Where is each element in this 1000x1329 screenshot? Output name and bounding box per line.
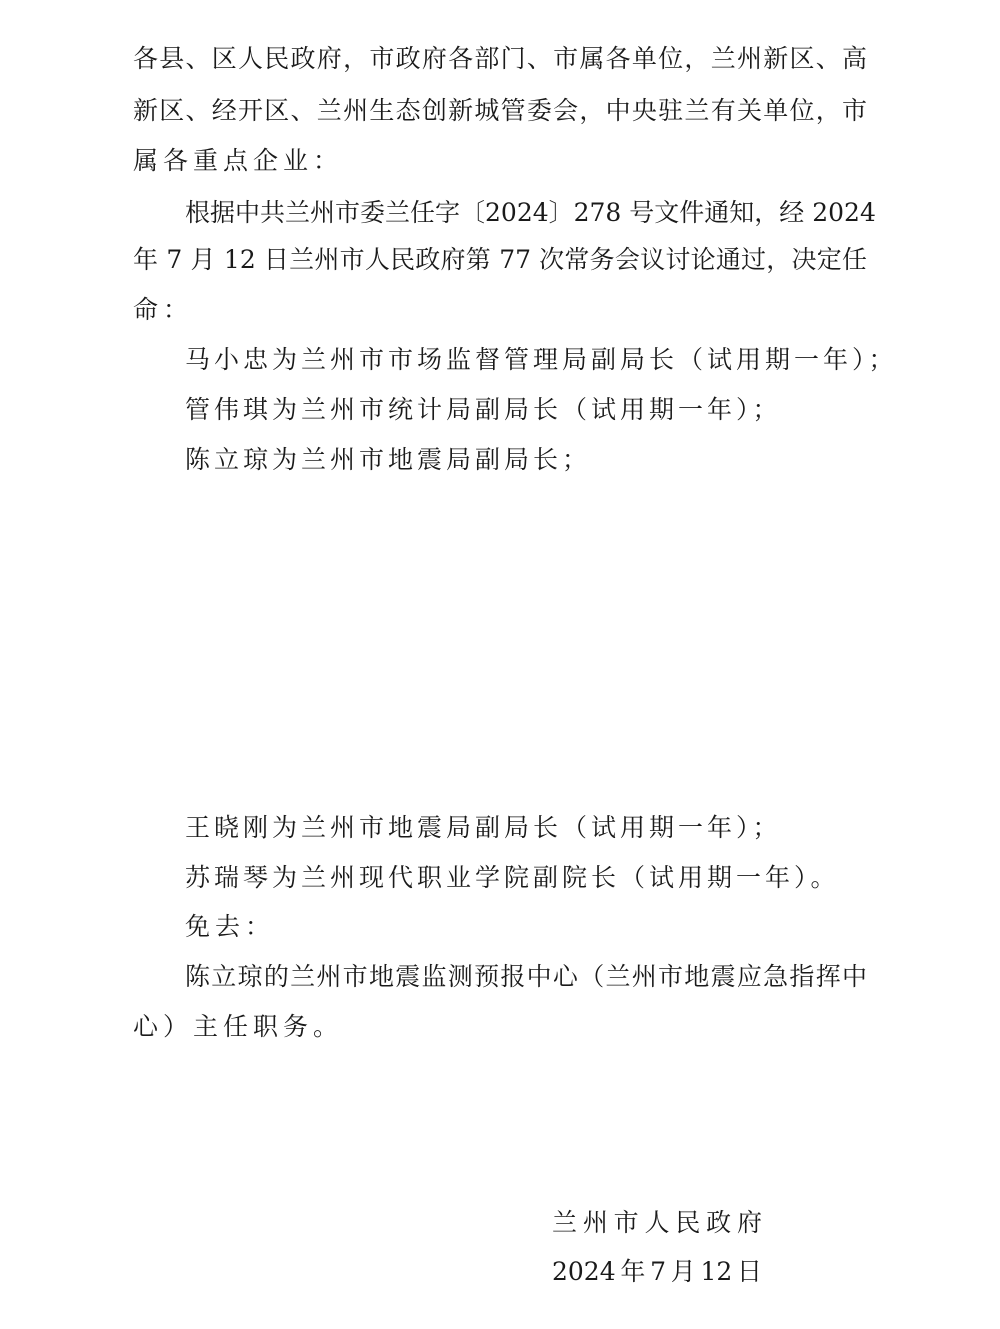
- appointment-item-1: 马小忠为兰州市市场监督管理局副局长（试用期一年）；: [185, 345, 898, 374]
- addressee-line-3: 属各重点企业：: [133, 146, 344, 175]
- intro-line-1: 根据中共兰州市委兰任字〔2024〕278 号文件通知，经 2024: [185, 198, 876, 227]
- intro-line-3: 命：: [133, 295, 194, 324]
- addressee-line-2: 新区、经开区、兰州生态创新城管委会，中央驻兰有关单位，市: [133, 96, 867, 125]
- appointment-item-5: 苏瑞琴为兰州现代职业学院副院长（试用期一年）。: [185, 863, 840, 892]
- issue-date: 2024年7月12日: [552, 1257, 762, 1286]
- appointment-item-2: 管伟琪为兰州市统计局副局长（试用期一年）；: [185, 395, 782, 424]
- addressee-line-1: 各县、区人民政府，市政府各部门、市属各单位，兰州新区、高: [133, 44, 867, 73]
- appointment-item-3: 陈立琼为兰州市地震局副局长；: [185, 445, 592, 474]
- appointment-item-4: 王晓刚为兰州市地震局副局长（试用期一年）；: [185, 813, 782, 842]
- issuer-signature: 兰州市人民政府: [552, 1208, 762, 1237]
- intro-line-2: 年 7 月 12 日兰州市人民政府第 77 次常务会议讨论通过，决定任: [133, 245, 867, 274]
- removal-line-1: 陈立琼的兰州市地震监测预报中心（兰州市地震应急指挥中: [185, 962, 867, 991]
- removal-line-2: 心）主任职务。: [133, 1012, 344, 1041]
- removal-heading: 免去：: [185, 912, 276, 941]
